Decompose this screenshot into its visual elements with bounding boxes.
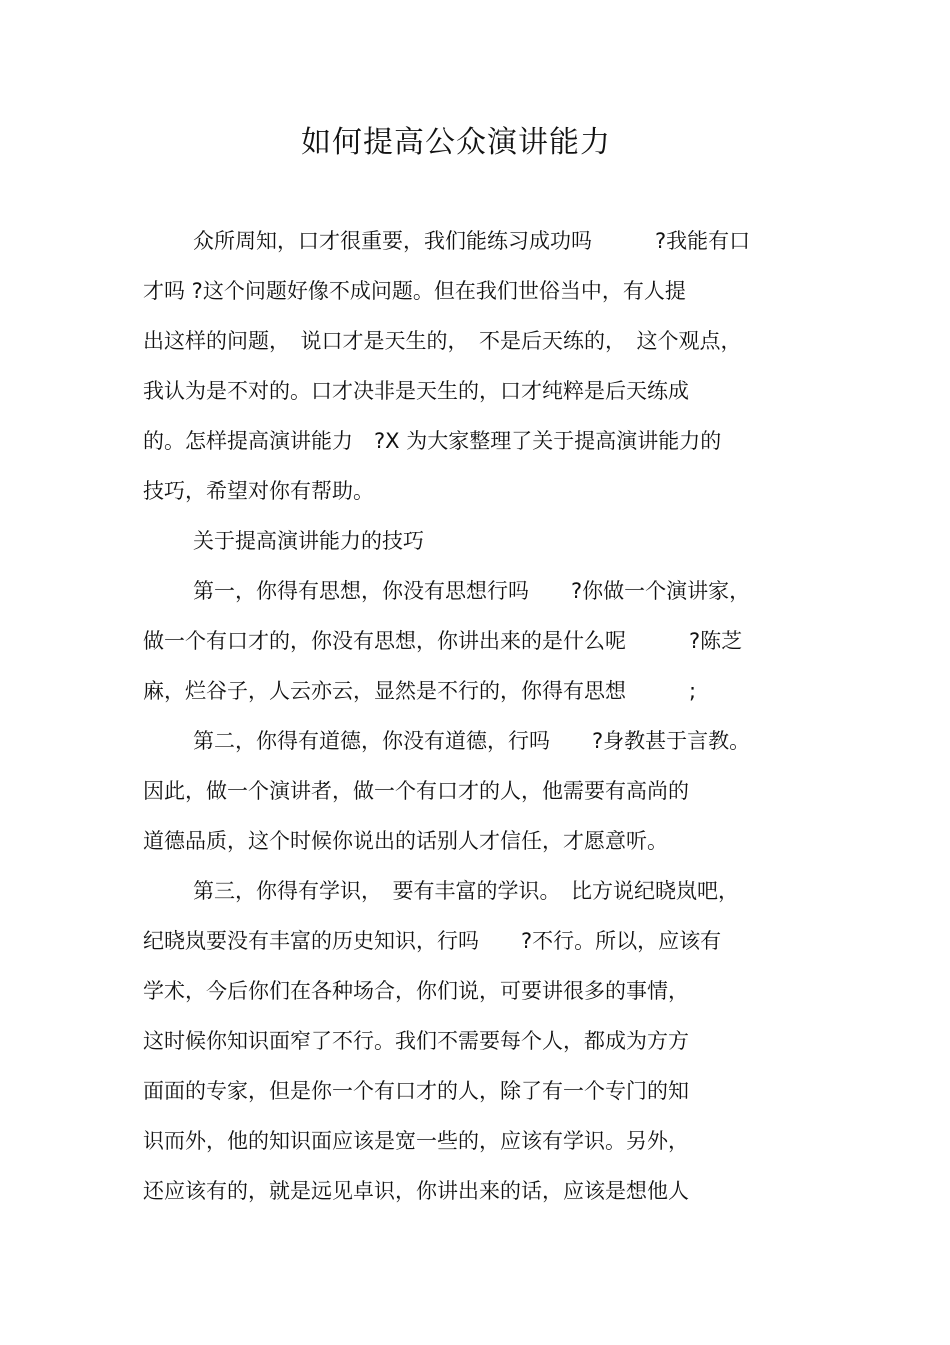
body-line: 还应该有的，就是远见卓识，你讲出来的话，应该是想他人 [143, 1179, 689, 1203]
body-line: 第二，你得有道德，你没有道德，行吗 ?身教甚于言教。 [193, 729, 751, 753]
body-line: 因此，做一个演讲者，做一个有口才的人，他需要有高尚的 [143, 779, 689, 803]
document-title: 如何提高公众演讲能力 [301, 125, 611, 160]
section-heading: 关于提高演讲能力的技巧 [193, 529, 424, 553]
body-line: 这时候你知识面窄了不行。我们不需要每个人，都成为方方 [143, 1029, 689, 1053]
body-line: 我认为是不对的。口才决非是天生的，口才纯粹是后天练成 [143, 379, 689, 403]
body-line: 道德品质，这个时候你说出的话别人才信任，才愿意听。 [143, 829, 668, 853]
body-line: 出这样的问题， 说口才是天生的， 不是后天练的， 这个观点， [143, 329, 742, 353]
body-line: 第三，你得有学识， 要有丰富的学识。 比方说纪晓岚吧， [193, 879, 739, 903]
body-line: 众所周知，口才很重要，我们能练习成功吗 ?我能有口 [193, 229, 751, 253]
body-line: 麻，烂谷子，人云亦云，显然是不行的，你得有思想 ; [143, 679, 697, 703]
body-line: 才吗 ?这个问题好像不成问题。但在我们世俗当中，有人提 [143, 279, 686, 303]
body-line: 面面的专家，但是你一个有口才的人，除了有一个专门的知 [143, 1079, 689, 1103]
body-line: 第一，你得有思想，你没有思想行吗 ?你做一个演讲家， [193, 579, 751, 603]
body-line: 纪晓岚要没有丰富的历史知识，行吗 ?不行。所以，应该有 [143, 929, 722, 953]
body-line: 技巧，希望对你有帮助。 [143, 479, 374, 503]
body-line: 做一个有口才的，你没有思想，你讲出来的是什么呢 ?陈芝 [143, 629, 743, 653]
body-line: 识而外，他的知识面应该是宽一些的，应该有学识。另外， [143, 1129, 689, 1153]
body-line: 学术，今后你们在各种场合，你们说，可要讲很多的事情， [143, 979, 689, 1003]
body-line: 的。怎样提高演讲能力 ?X 为大家整理了关于提高演讲能力的 [143, 429, 722, 453]
